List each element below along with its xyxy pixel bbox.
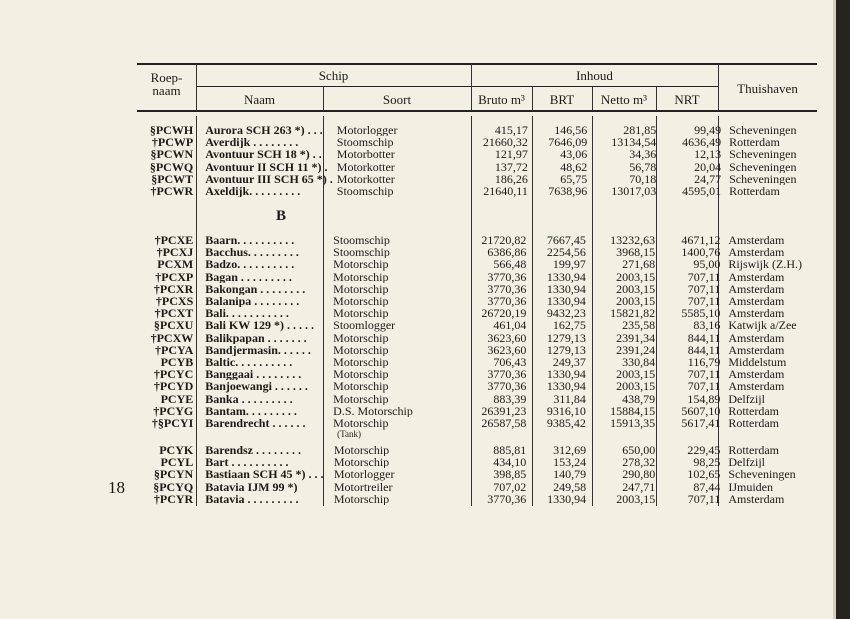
bruto-value: 3770,36	[487, 368, 527, 381]
nrt-value: 5585,10	[681, 307, 721, 320]
ship-name: Banka . . . . . . . . .	[205, 392, 293, 405]
home-port: Rotterdam	[729, 136, 780, 149]
netto-value: 13017,03	[611, 185, 657, 198]
ship-name: Balikpapan . . . . . . .	[205, 331, 307, 344]
nrt-value: 707,11	[687, 492, 721, 506]
header-inhoud: Inhoud	[576, 68, 613, 83]
ship-name: Bakongan . . . . . . . .	[205, 282, 306, 296]
nrt-value: 229,45	[687, 444, 721, 457]
table-row	[140, 161, 836, 173]
brt-value: 65,75	[560, 172, 588, 186]
bruto-value: 186,26	[494, 172, 528, 186]
brt-value: 9432,23	[546, 307, 586, 320]
bruto-value: 883,39	[493, 392, 527, 405]
home-port: Delfzijl	[728, 392, 765, 405]
netto-value: 2003,15	[616, 492, 656, 506]
table-row	[140, 393, 836, 405]
header-nrt: NRT	[674, 92, 700, 107]
brt-value: 9385,42	[546, 417, 586, 431]
home-port: Rotterdam	[728, 444, 779, 457]
ship-type-sub: (Tank)	[337, 429, 362, 440]
bruto-value: 706,43	[493, 356, 527, 369]
ship-table-b1	[140, 234, 836, 441]
nrt-value: 844,11	[687, 343, 721, 357]
table-row	[140, 456, 836, 468]
home-port: Amsterdam	[728, 307, 785, 320]
ship-type: Motorschip	[333, 282, 389, 296]
call-sign: PCYB	[160, 356, 194, 369]
home-port: Amsterdam	[728, 282, 785, 296]
book-edge	[836, 0, 850, 619]
home-port: Amsterdam	[728, 295, 785, 308]
call-sign: †PCXJ	[156, 246, 194, 259]
brt-value: 1330,94	[546, 368, 586, 381]
home-port: Amsterdam	[728, 270, 785, 283]
ship-type: Motorkotter	[336, 160, 395, 173]
table-row	[140, 246, 836, 258]
netto-value: 15913,35	[610, 417, 656, 431]
header-thuishaven: Thuishaven	[737, 81, 798, 96]
ship-name: Bandjermasin. . . . . .	[205, 343, 311, 357]
ship-type: Motortreiler	[333, 480, 393, 493]
ship-type: Motorschip	[333, 356, 389, 369]
call-sign: †PCYC	[153, 368, 194, 381]
nrt-value: 83,16	[693, 319, 721, 332]
home-port: Amsterdam	[728, 246, 785, 259]
bruto-value: 885,81	[493, 444, 527, 457]
home-port: Rotterdam	[729, 185, 780, 198]
netto-value: 13134,54	[611, 136, 657, 149]
home-port: Amsterdam	[728, 380, 785, 393]
brt-value: 312,69	[553, 444, 587, 457]
home-port: Amsterdam	[728, 234, 785, 247]
brt-value: 1330,94	[546, 270, 586, 283]
bruto-value: 3623,60	[487, 343, 527, 357]
ship-name: Bart . . . . . . . . . .	[205, 456, 289, 469]
nrt-value: 1400,76	[681, 246, 721, 259]
home-port: Middelstum	[728, 356, 787, 369]
header-schip: Schip	[318, 68, 349, 83]
nrt-value: 24,77	[694, 172, 722, 186]
netto-value: 235,58	[622, 319, 656, 332]
nrt-value: 87,44	[693, 480, 721, 493]
call-sign: †PCYG	[153, 404, 194, 418]
call-sign: PCYE	[160, 392, 194, 405]
bruto-value: 21660,32	[482, 136, 528, 149]
ship-type: Motorlogger	[336, 124, 398, 137]
call-sign: †PCXS	[155, 295, 194, 308]
call-sign: §PCWN	[150, 148, 194, 161]
bruto-value: 21720,82	[481, 234, 527, 247]
brt-value: 2254,56	[546, 246, 586, 259]
call-sign: †PCYD	[153, 380, 194, 393]
ship-name: Bastiaan SCH 45 *) . . .	[205, 468, 324, 481]
netto-value: 13232,63	[610, 234, 656, 247]
ship-type: Motorschip	[333, 492, 390, 506]
table-row	[140, 368, 836, 380]
ship-name: Bacchus. . . . . . . . .	[205, 246, 299, 259]
header-roepnaam	[137, 71, 196, 97]
nrt-value: 707,11	[687, 380, 721, 393]
home-port: Rijswijk (Z.H.)	[728, 258, 802, 271]
bruto-value: 461,04	[493, 319, 527, 332]
ship-name: Bagan . . . . . . . . .	[205, 270, 292, 283]
nrt-value: 154,89	[687, 392, 721, 405]
brt-value: 7638,96	[548, 185, 588, 198]
nrt-value: 102,65	[687, 468, 721, 481]
call-sign: †PCWR	[150, 185, 194, 198]
bruto-value: 3623,60	[487, 331, 527, 344]
call-sign: †PCWP	[151, 136, 194, 149]
ship-type: Motorschip	[333, 270, 389, 283]
netto-value: 70,18	[629, 172, 657, 186]
ship-name: Barendrecht . . . . . .	[205, 417, 306, 431]
call-sign: §PCYQ	[153, 480, 194, 493]
bruto-value: 26587,58	[481, 417, 527, 431]
home-port: Amsterdam	[728, 492, 785, 506]
bruto-value: 3770,36	[487, 380, 527, 393]
nrt-value: 707,11	[687, 270, 721, 283]
table-row	[140, 295, 836, 307]
ship-name: Bali KW 129 *) . . . . .	[205, 319, 315, 332]
netto-value: 2391,34	[616, 331, 656, 344]
ship-type: Stoomschip	[336, 185, 394, 198]
ship-name: Bali. . . . . . . . . . .	[205, 307, 289, 320]
home-port: Scheveningen	[729, 148, 797, 161]
netto-value: 330,84	[622, 356, 656, 369]
ship-name: Bantam. . . . . . . . .	[205, 404, 297, 418]
ship-name: Axeldijk. . . . . . . . .	[205, 185, 301, 198]
header-netto: Netto m³	[600, 92, 648, 107]
nrt-value: 707,11	[687, 282, 721, 296]
bruto-value: 137,72	[494, 160, 528, 173]
header-brt: BRT	[549, 92, 575, 107]
bruto-value: 3770,36	[487, 492, 527, 506]
table-row	[140, 405, 836, 417]
nrt-value: 5607,10	[681, 404, 721, 418]
call-sign: PCXM	[157, 258, 194, 271]
call-sign: †PCXW	[150, 331, 194, 344]
call-sign: †PCYR	[153, 492, 194, 506]
table-row	[140, 185, 836, 197]
ship-type: Motorschip	[333, 368, 389, 381]
netto-value: 438,79	[622, 392, 656, 405]
netto-value: 247,71	[622, 480, 656, 493]
nrt-value: 4671,12	[681, 234, 721, 247]
brt-value: 43,06	[560, 148, 588, 161]
bruto-value: 3770,36	[487, 282, 527, 296]
header-roepnaam-line1: Roep-	[150, 70, 183, 85]
netto-value: 3968,15	[616, 246, 656, 259]
header-bruto: Bruto m³	[478, 92, 525, 107]
brt-value: 7667,45	[546, 234, 586, 247]
call-sign: †PCXE	[154, 234, 194, 247]
section-letter: B	[275, 208, 286, 224]
brt-value: 153,24	[553, 456, 587, 469]
table-row	[140, 283, 836, 295]
ship-type: Motorschip	[333, 307, 389, 320]
header-roepnaam-line2: naam	[152, 83, 181, 98]
ship-name: Batavia . . . . . . . . .	[205, 492, 299, 506]
home-port: Rotterdam	[728, 417, 779, 431]
brt-value: 249,58	[553, 480, 587, 493]
brt-value: 311,84	[553, 392, 586, 405]
brt-value: 1330,94	[546, 380, 586, 393]
netto-value: 2003,15	[616, 270, 656, 283]
brt-value: 199,97	[552, 258, 586, 271]
brt-value: 1330,94	[547, 492, 587, 506]
netto-value: 290,80	[622, 468, 656, 481]
ship-name: Barendsz . . . . . . . .	[205, 444, 301, 457]
netto-value: 2003,15	[616, 282, 656, 296]
home-port: Amsterdam	[728, 368, 785, 381]
call-sign: PCYK	[159, 444, 194, 457]
home-port: Amsterdam	[728, 343, 785, 357]
table-row	[140, 481, 836, 493]
bruto-value: 21640,11	[483, 185, 528, 198]
ship-name: Averdijk . . . . . . . .	[205, 136, 299, 149]
call-sign: †PCXP	[155, 270, 194, 283]
call-sign: §PCWQ	[149, 160, 194, 173]
brt-value: 9316,10	[546, 404, 586, 418]
netto-value: 2003,15	[616, 368, 656, 381]
table-row	[140, 380, 836, 392]
header-bottom-rule	[137, 110, 817, 112]
brt-value: 1330,94	[546, 295, 586, 308]
table-row	[140, 173, 836, 185]
nrt-value: 4636,49	[682, 136, 722, 149]
ship-type: Motorbotter	[336, 148, 395, 161]
ship-type: Motorlogger	[333, 468, 395, 481]
ship-table-b2	[140, 444, 836, 505]
nrt-value: 12,13	[694, 148, 722, 161]
ship-type: Motorschip	[333, 295, 389, 308]
brt-value: 140,79	[553, 468, 587, 481]
home-port: Delfzijl	[728, 456, 765, 469]
bruto-value: 398,85	[493, 468, 527, 481]
nrt-value: 707,11	[687, 295, 721, 308]
netto-value: 2003,15	[616, 295, 656, 308]
ship-type: Stoomlogger	[333, 319, 396, 332]
header-mid-rule	[196, 86, 718, 87]
call-sign: †PCXR	[153, 282, 194, 296]
table-row	[140, 148, 836, 160]
ship-name: Avontuur SCH 18 *) . .	[205, 148, 322, 161]
ship-type: D.S. Motorschip	[333, 404, 413, 418]
ship-name: Baltic. . . . . . . . . .	[205, 356, 293, 369]
table-row	[140, 356, 836, 368]
call-sign: †PCXT	[154, 307, 194, 320]
ship-type: Stoomschip	[333, 246, 390, 259]
netto-value: 2003,15	[616, 380, 656, 393]
brt-value: 249,37	[552, 356, 586, 369]
nrt-value: 844,11	[687, 331, 721, 344]
ship-name: Banjoewangi . . . . . .	[205, 380, 308, 393]
ship-type: Motorschip	[333, 456, 390, 469]
bruto-value: 566,48	[493, 258, 527, 271]
bruto-value: 434,10	[493, 456, 527, 469]
brt-value: 48,62	[560, 160, 588, 173]
table-top-rule	[137, 63, 817, 65]
ship-type: Motorschip	[333, 444, 390, 457]
home-port: Scheveningen	[729, 172, 797, 186]
brt-value: 7646,09	[548, 136, 588, 149]
nrt-value: 116,79	[687, 356, 721, 369]
call-sign: †PCYA	[155, 343, 194, 357]
call-sign: PCYL	[160, 456, 194, 469]
netto-value: 281,85	[623, 124, 657, 137]
home-port: IJmuiden	[728, 480, 774, 493]
ship-table-a	[140, 124, 836, 197]
home-port: Scheveningen	[729, 124, 797, 137]
ship-name: Banggaai . . . . . . . .	[205, 368, 302, 381]
page-number: 18	[108, 478, 125, 497]
ship-type: Stoomschip	[336, 136, 394, 149]
bruto-value: 121,97	[494, 148, 528, 161]
header-naam: Naam	[243, 92, 276, 107]
table-row	[140, 344, 836, 356]
home-port: Scheveningen	[729, 160, 797, 173]
nrt-value: 4595,01	[682, 185, 722, 198]
home-port: Rotterdam	[728, 404, 779, 418]
ship-name: Avontuur III SCH 65 *) .	[205, 172, 333, 186]
bruto-value: 26391,23	[481, 404, 527, 418]
home-port: Amsterdam	[728, 331, 785, 344]
ship-type: Motorschip	[333, 343, 389, 357]
call-sign: §PCYN	[153, 468, 194, 481]
table-row	[140, 319, 836, 331]
ship-type: Motorschip	[333, 392, 389, 405]
table-row	[140, 124, 836, 136]
table-row	[140, 258, 836, 270]
nrt-value: 707,11	[687, 368, 721, 381]
netto-value: 278,32	[622, 456, 656, 469]
table-row	[140, 332, 836, 344]
ship-type: Stoomschip	[333, 234, 390, 247]
bruto-value: 707,02	[493, 480, 527, 493]
ship-type: Motorschip	[333, 258, 389, 271]
call-sign: §PCWH	[149, 124, 194, 137]
home-port: Scheveningen	[728, 468, 796, 481]
ship-name: Badzo. . . . . . . . . .	[205, 258, 295, 271]
ship-type: Motorkotter	[336, 172, 395, 186]
netto-value: 15821,82	[610, 307, 656, 320]
netto-value: 15884,15	[610, 404, 656, 418]
call-sign: †§PCYI	[151, 417, 194, 431]
netto-value: 56,78	[629, 160, 657, 173]
nrt-value: 98,25	[693, 456, 721, 469]
brt-value: 162,75	[552, 319, 586, 332]
brt-value: 1279,13	[546, 343, 586, 357]
ship-type: Motorschip	[333, 380, 389, 393]
nrt-value: 20,04	[694, 160, 722, 173]
call-sign: §PCXU	[153, 319, 194, 332]
ship-name: Avontuur II SCH 11 *) .	[205, 160, 328, 173]
ship-type: Motorschip	[333, 331, 389, 344]
table-row	[140, 307, 836, 319]
ship-name: Balanipa . . . . . . . .	[205, 295, 300, 308]
bruto-value: 415,17	[494, 124, 528, 137]
nrt-value: 5617,41	[681, 417, 721, 431]
ship-name: Baarn. . . . . . . . . .	[205, 234, 295, 247]
netto-value: 271,68	[622, 258, 656, 271]
table-row	[140, 468, 836, 480]
bruto-value: 26720,19	[481, 307, 527, 320]
table-row	[140, 444, 836, 456]
table-row	[140, 234, 836, 246]
table-row	[140, 271, 836, 283]
table-row	[140, 136, 836, 148]
netto-value: 650,00	[622, 444, 656, 457]
bruto-value: 3770,36	[487, 270, 527, 283]
header-soort: Soort	[382, 92, 412, 107]
nrt-value: 95,00	[693, 258, 721, 271]
brt-value: 1330,94	[546, 282, 586, 296]
ship-name: Aurora SCH 263 *) . . .	[205, 124, 323, 137]
home-port: Katwijk a/Zee	[728, 319, 797, 332]
netto-value: 34,36	[629, 148, 657, 161]
brt-value: 1279,13	[546, 331, 586, 344]
ship-name: Batavia IJM 99 *)	[205, 480, 298, 493]
table-row	[140, 417, 836, 441]
ship-type: Motorschip (Tank)	[329, 417, 469, 441]
brt-value: 146,56	[554, 124, 588, 137]
nrt-value: 99,49	[694, 124, 722, 137]
table-row	[140, 493, 836, 505]
call-sign: §PCWT	[151, 172, 194, 186]
bruto-value: 6386,86	[487, 246, 527, 259]
netto-value: 2391,24	[616, 343, 656, 357]
bruto-value: 3770,36	[487, 295, 527, 308]
